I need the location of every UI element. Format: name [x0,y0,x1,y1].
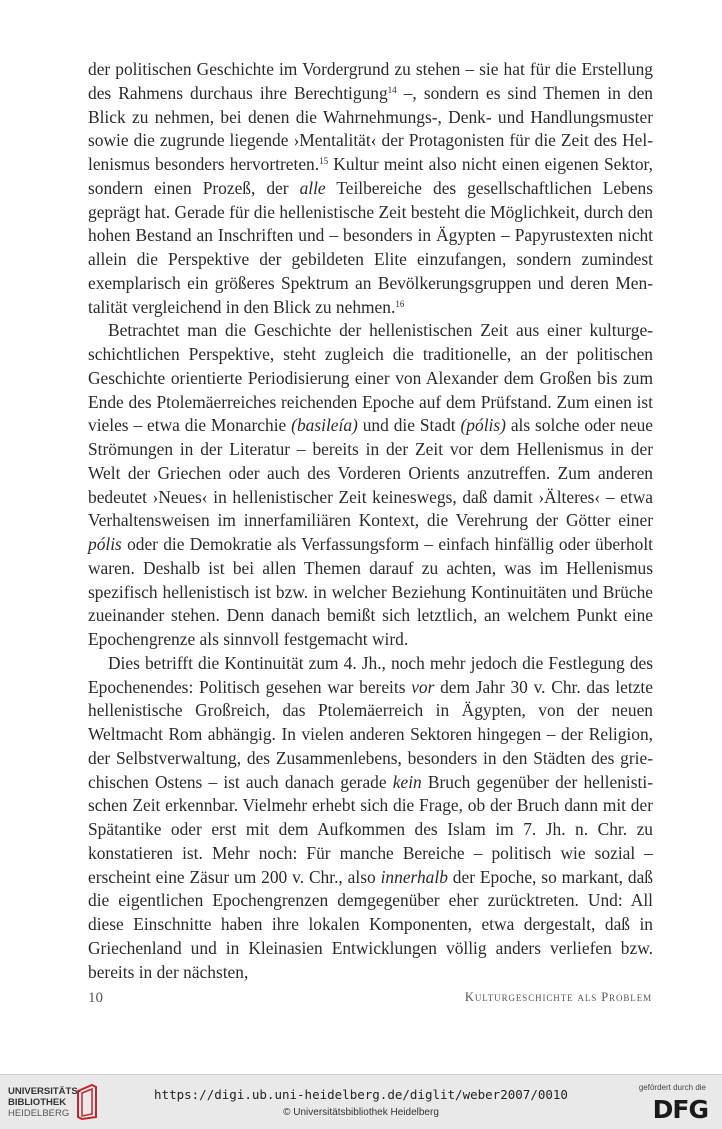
paragraph-1: der politischen Geschichte im Vordergrund zu stehen – sie hat für die Erstellung des Rahmens durchaus ihre Berechtigung$^{14}$ –, sondern es sind Themen in den Blick zu nehmen, bei denen die Wahrnehmungs-, Denk- und Handlungsmuster sowie die zugrunde liegende ›Mentalität‹ der Protagonisten für die Zeit des Hellenismus besonders hervortreten.$^{15}$ Kultur meint also nicht einen eigenen Sektor, sondern einen Prozeß, der alle Teilbereiche des gesellschaftlichen Lebens geprägt hat. Gerade für die hellenistische Zeit besteht die Möglichkeit, durch den hohen Bestand an Inschriften und – besonders in Ägypten – Papyrustexten nicht allein die Perspektive der gebildeten Elite einzufangen, sondern zumindest exemplarisch ein größeres Spektrum an Bevölkerungsgruppen und deren Mentalität vergleichend in den Blick zu nehmen.$^{16}$ [88,59,654,317]
permalink-url[interactable]: https://digi.ub.uni-heidelberg.de/diglit/weber2007/0010 [154,1087,568,1102]
footnote-ref-16[interactable]: 16 [395,298,405,309]
viewer-bar [0,1074,722,1129]
library-name-line3: HEIDELBERG [8,1108,70,1119]
emphasis: kein [392,771,422,792]
emphasis: (pólis) [460,415,506,436]
running-title: Kulturgeschichte als Problem [464,990,652,1004]
library-name-line1: UNIVERSITÄTS- [8,1086,81,1097]
library-name-line2: BIBLIOTHEK [8,1097,67,1108]
footnote-ref-14[interactable]: 14 [387,84,397,95]
emphasis: alle [299,177,326,198]
body-text [88,58,653,984]
footnote-ref-15[interactable]: 15 [319,156,329,166]
emphasis: vor [411,676,435,697]
emphasis: (basileía) [291,415,358,436]
emphasis: pólis [88,534,122,554]
paragraph-2: Betrachtet man die Geschichte der hellenistischen Zeit aus einer kulturgeschichtlichen Perspektive, steht zugleich die traditionelle, an der politischen Geschichte orientierte Periodisierung einer von Alexander dem Großen bis zum Ende des Ptolemäerreiches reichenden Epoche auf dem Prüfstand. Zum einen ist vieles – etwa die Monarchie (basileía) und die Stadt (pólis) als solche oder neue Strömungen in der Literatur – bereits in der Zeit vor dem Hellenismus in der Welt der Griechen oder auch des Vorderen Orients anzutreffen. Zum anderen bedeutet ›Neues‹ in hellenistischer Zeit keineswegs, daß damit ›Älteres‹ – etwa Verhaltensweisen im innerfamiliären Kontext, die Verehrung der Götter einer pólis oder die Demokratie als Verfassungsform – einfach hinfällig oder überholt waren. Deshalb ist bei allen Themen darauf zu achten, was im Hellenismus spezifisch hellenistisch ist bzw. in welcher Beziehung Kontinuitäten und Brüche zueinander stehen. Denn danach bemißt sich letztlich, an welchem Punkt eine Epochengrenze als sinnvoll festgemacht wird. [88,320,653,649]
funding-label: gefördert durch die [638,1083,706,1092]
copyright-notice: © Universitätsbibliothek Heidelberg [283,1107,439,1118]
page-number: 10 [88,990,103,1006]
dfg-logo[interactable]: DFG [652,1095,708,1124]
emphasis: innerhalb [380,866,448,887]
paragraph-3: Dies betrifft die Kontinuität zum 4. Jh., noch mehr jedoch die Festlegung des Epochenendes: Politisch gesehen war bereits vor dem Jahr 30 v. Chr. das letzte hellenistische Großreich, das Ptolemäerreich in Ägypten, von der neuen Weltmacht Rom abhängig. In vielen anderen Sektoren hingegen – der Religion, der Selbstverwaltung, des Zusammenlebens, besonders in den Städten des griechischen Ostens – ist auch danach gerade kein Bruch gegenüber der hellenistischen Zeit erkennbar. Vielmehr erhebt sich die Frage, ob der Bruch dann mit der Spätantike oder erst mit dem Aufkommen des Islam im 7. Jh. n. Chr. zu konstatieren ist. Mehr noch: Für manche Bereiche – politisch wie sozial – erscheint eine Zäsur um 200 v. Chr., also innerhalb der Epoche, so markant, daß die eigentlichen Epochengrenzen demgegenüber eher zurücktreten. Und: All diese Einschnitte haben ihre lokalen Komponenten, etwa dergestalt, daß in Griechenland und in Kleinasien Entwicklungen völlig anders verliefen bzw. bereits in der nächsten, [88,652,654,982]
